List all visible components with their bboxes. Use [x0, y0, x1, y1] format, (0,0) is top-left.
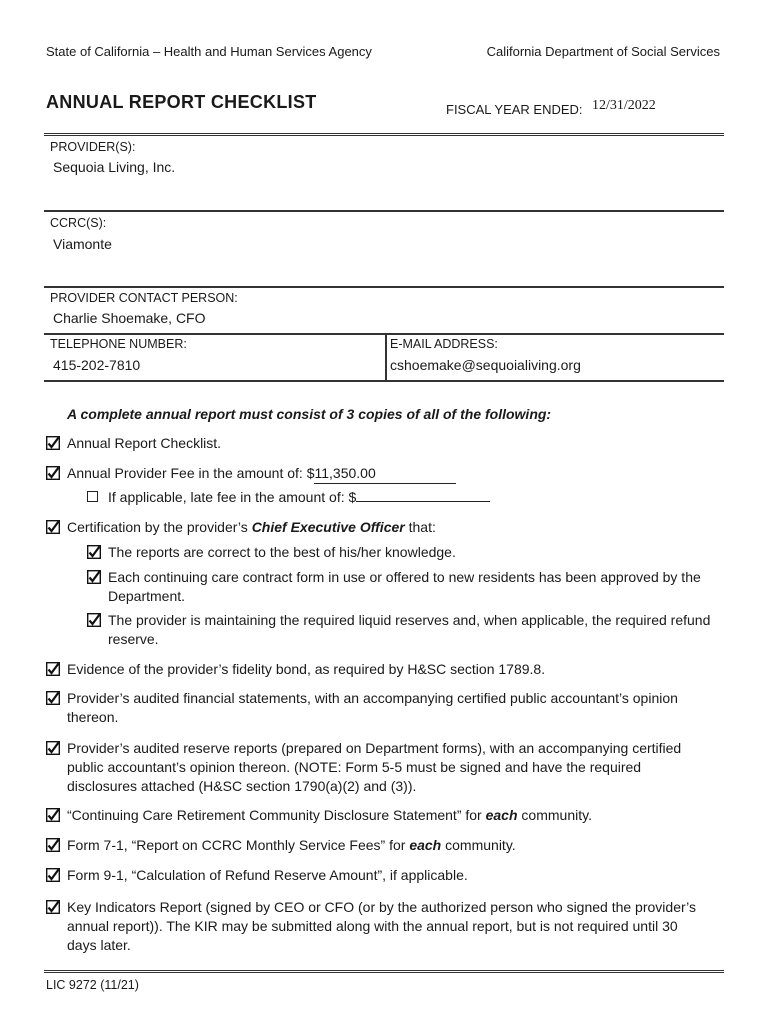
divider	[44, 286, 724, 288]
item-reports-correct: The reports are correct to the best of his/her knowledge.	[108, 544, 456, 560]
unchecked-checkbox-icon[interactable]	[87, 491, 98, 502]
item-fidelity-bond: Evidence of the provider’s fidelity bond, as required by H&SC section 1789.8.	[67, 661, 546, 677]
item-text-emphasis: each	[409, 837, 442, 853]
item-disclosure-statement	[67, 806, 592, 825]
checked-checkbox-icon[interactable]	[46, 741, 60, 755]
item-text-emphasis: Chief Executive Officer	[251, 519, 405, 535]
checklist-intro: A complete annual report must consist of 3 copies of all of the following:	[67, 406, 552, 422]
email-label: E-MAIL ADDRESS:	[390, 337, 498, 351]
item-text: that:	[404, 519, 436, 535]
late-fee-amount[interactable]	[356, 488, 490, 502]
item-contract-approved: Each continuing care contract form in use or offered to new residents has been approved by the Department.	[108, 569, 701, 604]
fiscal-year-value[interactable]: 12/31/2022	[592, 98, 656, 113]
phone-label: TELEPHONE NUMBER:	[50, 337, 187, 351]
department-header: California Department of Social Services	[486, 44, 720, 59]
contact-field[interactable]: Charlie Shoemake, CFO	[53, 310, 206, 326]
agency-header: State of California – Health and Human Services Agency	[46, 44, 372, 59]
provider-fee-amount[interactable]: 11,350.00	[314, 464, 456, 484]
divider	[44, 133, 724, 136]
checked-checkbox-icon[interactable]	[46, 662, 60, 676]
item-audited-financials: Provider’s audited financial statements, with an accompanying certified public accountant’s opinion thereon.	[67, 690, 678, 725]
providers-label: PROVIDER(S):	[50, 140, 136, 154]
item-text: Form 7-1, “Report on CCRC Monthly Service Fees” for	[67, 837, 410, 853]
phone-field[interactable]: 415-202-7810	[53, 357, 141, 373]
late-fee-label: If applicable, late fee in the amount of: $	[108, 489, 357, 505]
checked-checkbox-icon[interactable]	[46, 520, 60, 534]
provider-fee-label: Annual Provider Fee in the amount of: $	[67, 465, 315, 481]
checked-checkbox-icon[interactable]	[46, 868, 60, 882]
checked-checkbox-icon[interactable]	[87, 613, 101, 627]
checked-checkbox-icon[interactable]	[87, 545, 101, 559]
providers-field[interactable]: Sequoia Living, Inc.	[53, 159, 176, 175]
ccrcs-field[interactable]: Viamonte	[53, 236, 112, 252]
item-key-indicators-report: Key Indicators Report (signed by CEO or CFO (or by the authorized person who signed the provider’s annual report)). The KIR may be submitted along with the annual report, but is not required until 30 days later.	[67, 899, 697, 953]
item-form-9-1: Form 9-1, “Calculation of Refund Reserve Amount”, if applicable.	[67, 867, 468, 883]
item-annual-report-checklist: Annual Report Checklist.	[67, 435, 222, 451]
checked-checkbox-icon[interactable]	[46, 466, 60, 480]
item-text: community.	[517, 807, 592, 823]
form-number: LIC 9272 (11/21)	[46, 978, 139, 992]
checked-checkbox-icon[interactable]	[87, 570, 101, 584]
divider	[44, 210, 724, 212]
fiscal-year-label: FISCAL YEAR ENDED:	[446, 102, 583, 117]
divider	[44, 970, 724, 973]
item-audited-reserve-reports: Provider’s audited reserve reports (prepared on Department forms), with an accompanying certified public accountant’s opinion thereon. (NOTE: Form 5-5 must be signed and have the required disclosures attached (H&SC section 1790(a)(2) and (3)).	[67, 740, 682, 794]
ccrcs-label: CCRC(S):	[50, 216, 107, 230]
page-title: ANNUAL REPORT CHECKLIST	[46, 92, 317, 112]
item-ceo-certification	[67, 518, 436, 537]
contact-label: PROVIDER CONTACT PERSON:	[50, 291, 238, 305]
email-field[interactable]: cshoemake@sequoialiving.org	[390, 357, 581, 373]
item-text: community.	[441, 837, 516, 853]
item-liquid-reserves: The provider is maintaining the required liquid reserves and, when applicable, the required refund reserve.	[108, 612, 711, 647]
checked-checkbox-icon[interactable]	[46, 808, 60, 822]
checked-checkbox-icon[interactable]	[46, 436, 60, 450]
divider	[44, 333, 724, 335]
item-text-emphasis: each	[485, 807, 518, 823]
divider	[44, 380, 724, 382]
checked-checkbox-icon[interactable]	[46, 900, 60, 914]
item-annual-provider-fee	[67, 464, 456, 484]
item-text: Certification by the provider’s	[67, 519, 252, 535]
item-text: “Continuing Care Retirement Community Disclosure Statement” for	[67, 807, 486, 823]
checked-checkbox-icon[interactable]	[46, 838, 60, 852]
item-form-7-1	[67, 836, 516, 855]
item-late-fee	[108, 488, 490, 507]
checked-checkbox-icon[interactable]	[46, 691, 60, 705]
field-separator	[385, 333, 387, 381]
